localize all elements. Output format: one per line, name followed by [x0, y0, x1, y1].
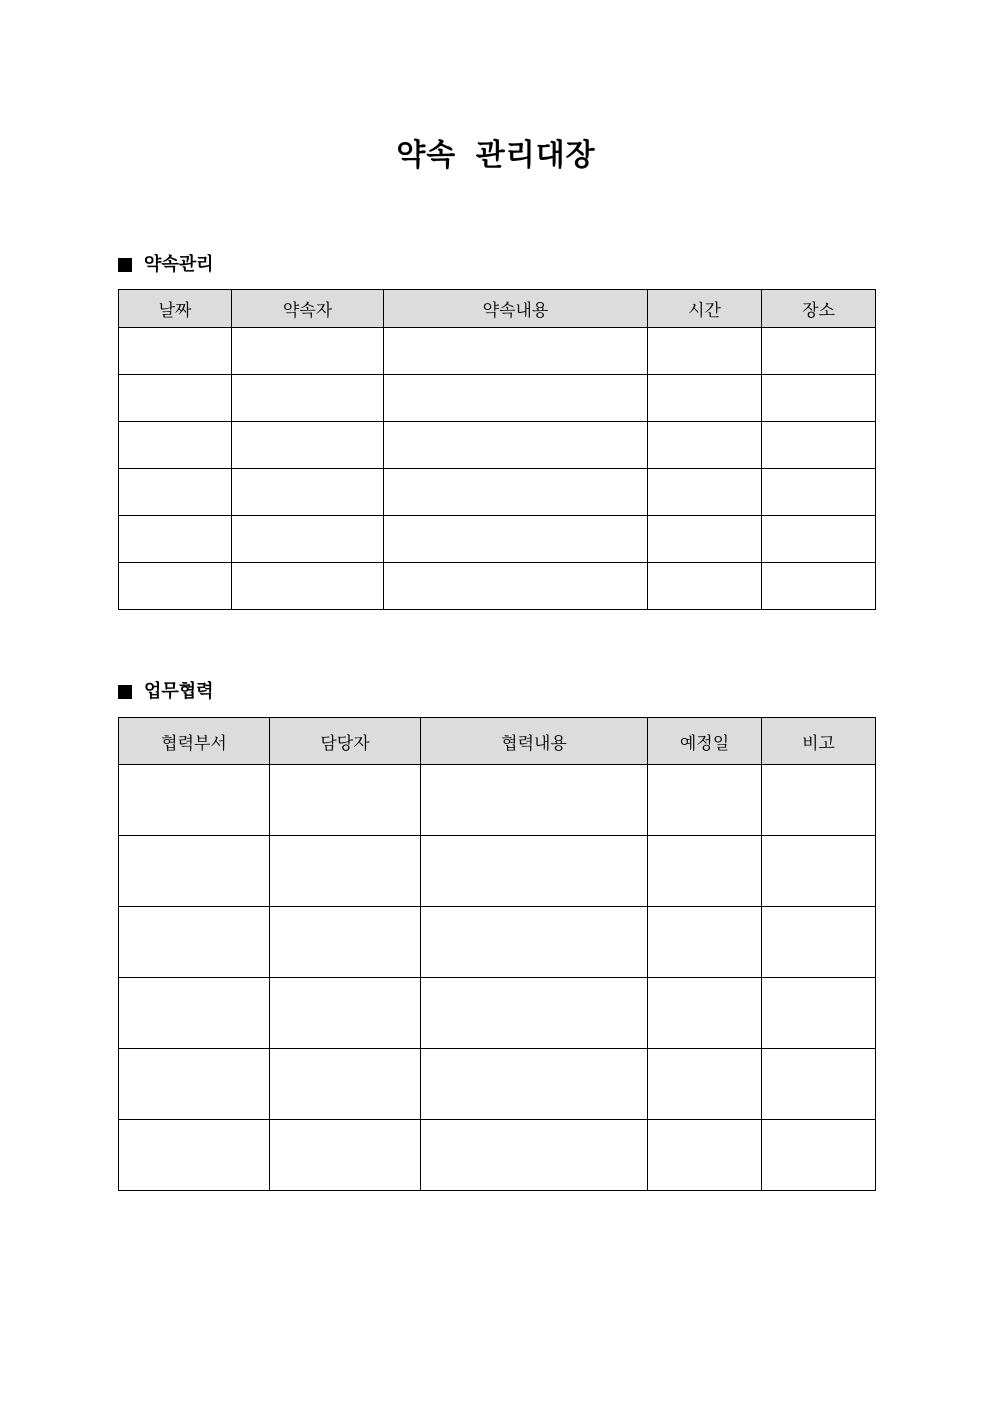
table-cell[interactable] [421, 978, 648, 1049]
table-row [119, 516, 876, 563]
table-cell[interactable] [384, 563, 648, 610]
column-header-date: 날짜 [119, 290, 232, 328]
table-cell[interactable] [270, 836, 421, 907]
section-heading-label: 약속관리 [144, 254, 214, 275]
table-row [119, 375, 876, 422]
table-row [119, 978, 876, 1049]
table-cell[interactable] [384, 422, 648, 469]
table-cell[interactable] [384, 328, 648, 375]
table-row [119, 328, 876, 375]
table-cell[interactable] [762, 1120, 876, 1191]
table-cell[interactable] [421, 907, 648, 978]
table-row [119, 836, 876, 907]
table-cell[interactable] [270, 1120, 421, 1191]
table-row [119, 1120, 876, 1191]
table-cell[interactable] [421, 1049, 648, 1120]
table-header-row [119, 290, 876, 328]
table-cell[interactable] [232, 469, 384, 516]
column-header-department: 협력부서 [119, 718, 270, 765]
table-cell[interactable] [762, 422, 876, 469]
table-cell[interactable] [648, 563, 762, 610]
table-cell[interactable] [648, 1120, 762, 1191]
table-cell[interactable] [762, 765, 876, 836]
column-header-time: 시간 [648, 290, 762, 328]
table-cell[interactable] [119, 516, 232, 563]
table-cell[interactable] [648, 422, 762, 469]
table-cell[interactable] [421, 836, 648, 907]
section-heading-appointments [118, 252, 214, 278]
table-row [119, 469, 876, 516]
table-cell[interactable] [648, 1049, 762, 1120]
section-heading-label: 업무협력 [144, 681, 214, 702]
table-cell[interactable] [270, 907, 421, 978]
table-cell[interactable] [762, 1049, 876, 1120]
table-cell[interactable] [232, 328, 384, 375]
table-cell[interactable] [232, 516, 384, 563]
table-cell[interactable] [762, 469, 876, 516]
table-cell[interactable] [270, 978, 421, 1049]
table-cell[interactable] [270, 765, 421, 836]
table-cell[interactable] [384, 516, 648, 563]
table-cell[interactable] [648, 328, 762, 375]
section-heading-cooperation [118, 679, 214, 705]
table-cell[interactable] [648, 907, 762, 978]
table-cell[interactable] [762, 836, 876, 907]
table-cell[interactable] [119, 907, 270, 978]
table-cell[interactable] [119, 375, 232, 422]
table-cell[interactable] [119, 469, 232, 516]
table-row [119, 907, 876, 978]
table-cell[interactable] [232, 422, 384, 469]
table-cell[interactable] [119, 765, 270, 836]
column-header-remarks: 비고 [762, 718, 876, 765]
table-row [119, 422, 876, 469]
table-cell[interactable] [648, 469, 762, 516]
table-cell[interactable] [421, 765, 648, 836]
table-cell[interactable] [119, 422, 232, 469]
table-row [119, 1049, 876, 1120]
table-cell[interactable] [648, 836, 762, 907]
column-header-due-date: 예정일 [648, 718, 762, 765]
table-row [119, 563, 876, 610]
table-cell[interactable] [232, 375, 384, 422]
column-header-content: 협력내용 [421, 718, 648, 765]
appointments-table [118, 289, 876, 610]
table-cell[interactable] [762, 375, 876, 422]
black-square-icon [118, 685, 132, 699]
table-cell[interactable] [119, 1120, 270, 1191]
table-cell[interactable] [762, 907, 876, 978]
table-cell[interactable] [762, 563, 876, 610]
table-cell[interactable] [648, 516, 762, 563]
table-row [119, 765, 876, 836]
column-header-manager: 담당자 [270, 718, 421, 765]
table-cell[interactable] [119, 836, 270, 907]
table-cell[interactable] [762, 516, 876, 563]
table-cell[interactable] [648, 765, 762, 836]
table-cell[interactable] [119, 328, 232, 375]
table-cell[interactable] [648, 978, 762, 1049]
table-cell[interactable] [762, 978, 876, 1049]
table-cell[interactable] [384, 469, 648, 516]
table-cell[interactable] [270, 1049, 421, 1120]
column-header-person: 약속자 [232, 290, 384, 328]
table-cell[interactable] [384, 375, 648, 422]
table-cell[interactable] [648, 375, 762, 422]
table-cell[interactable] [119, 1049, 270, 1120]
page-title: 약속 관리대장 [396, 138, 596, 173]
table-cell[interactable] [421, 1120, 648, 1191]
table-cell[interactable] [119, 563, 232, 610]
table-cell[interactable] [232, 563, 384, 610]
table-cell[interactable] [119, 978, 270, 1049]
column-header-content: 약속내용 [384, 290, 648, 328]
table-cell[interactable] [762, 328, 876, 375]
cooperation-table [118, 717, 876, 1191]
black-square-icon [118, 258, 132, 272]
column-header-place: 장소 [762, 290, 876, 328]
table-header-row [119, 718, 876, 765]
